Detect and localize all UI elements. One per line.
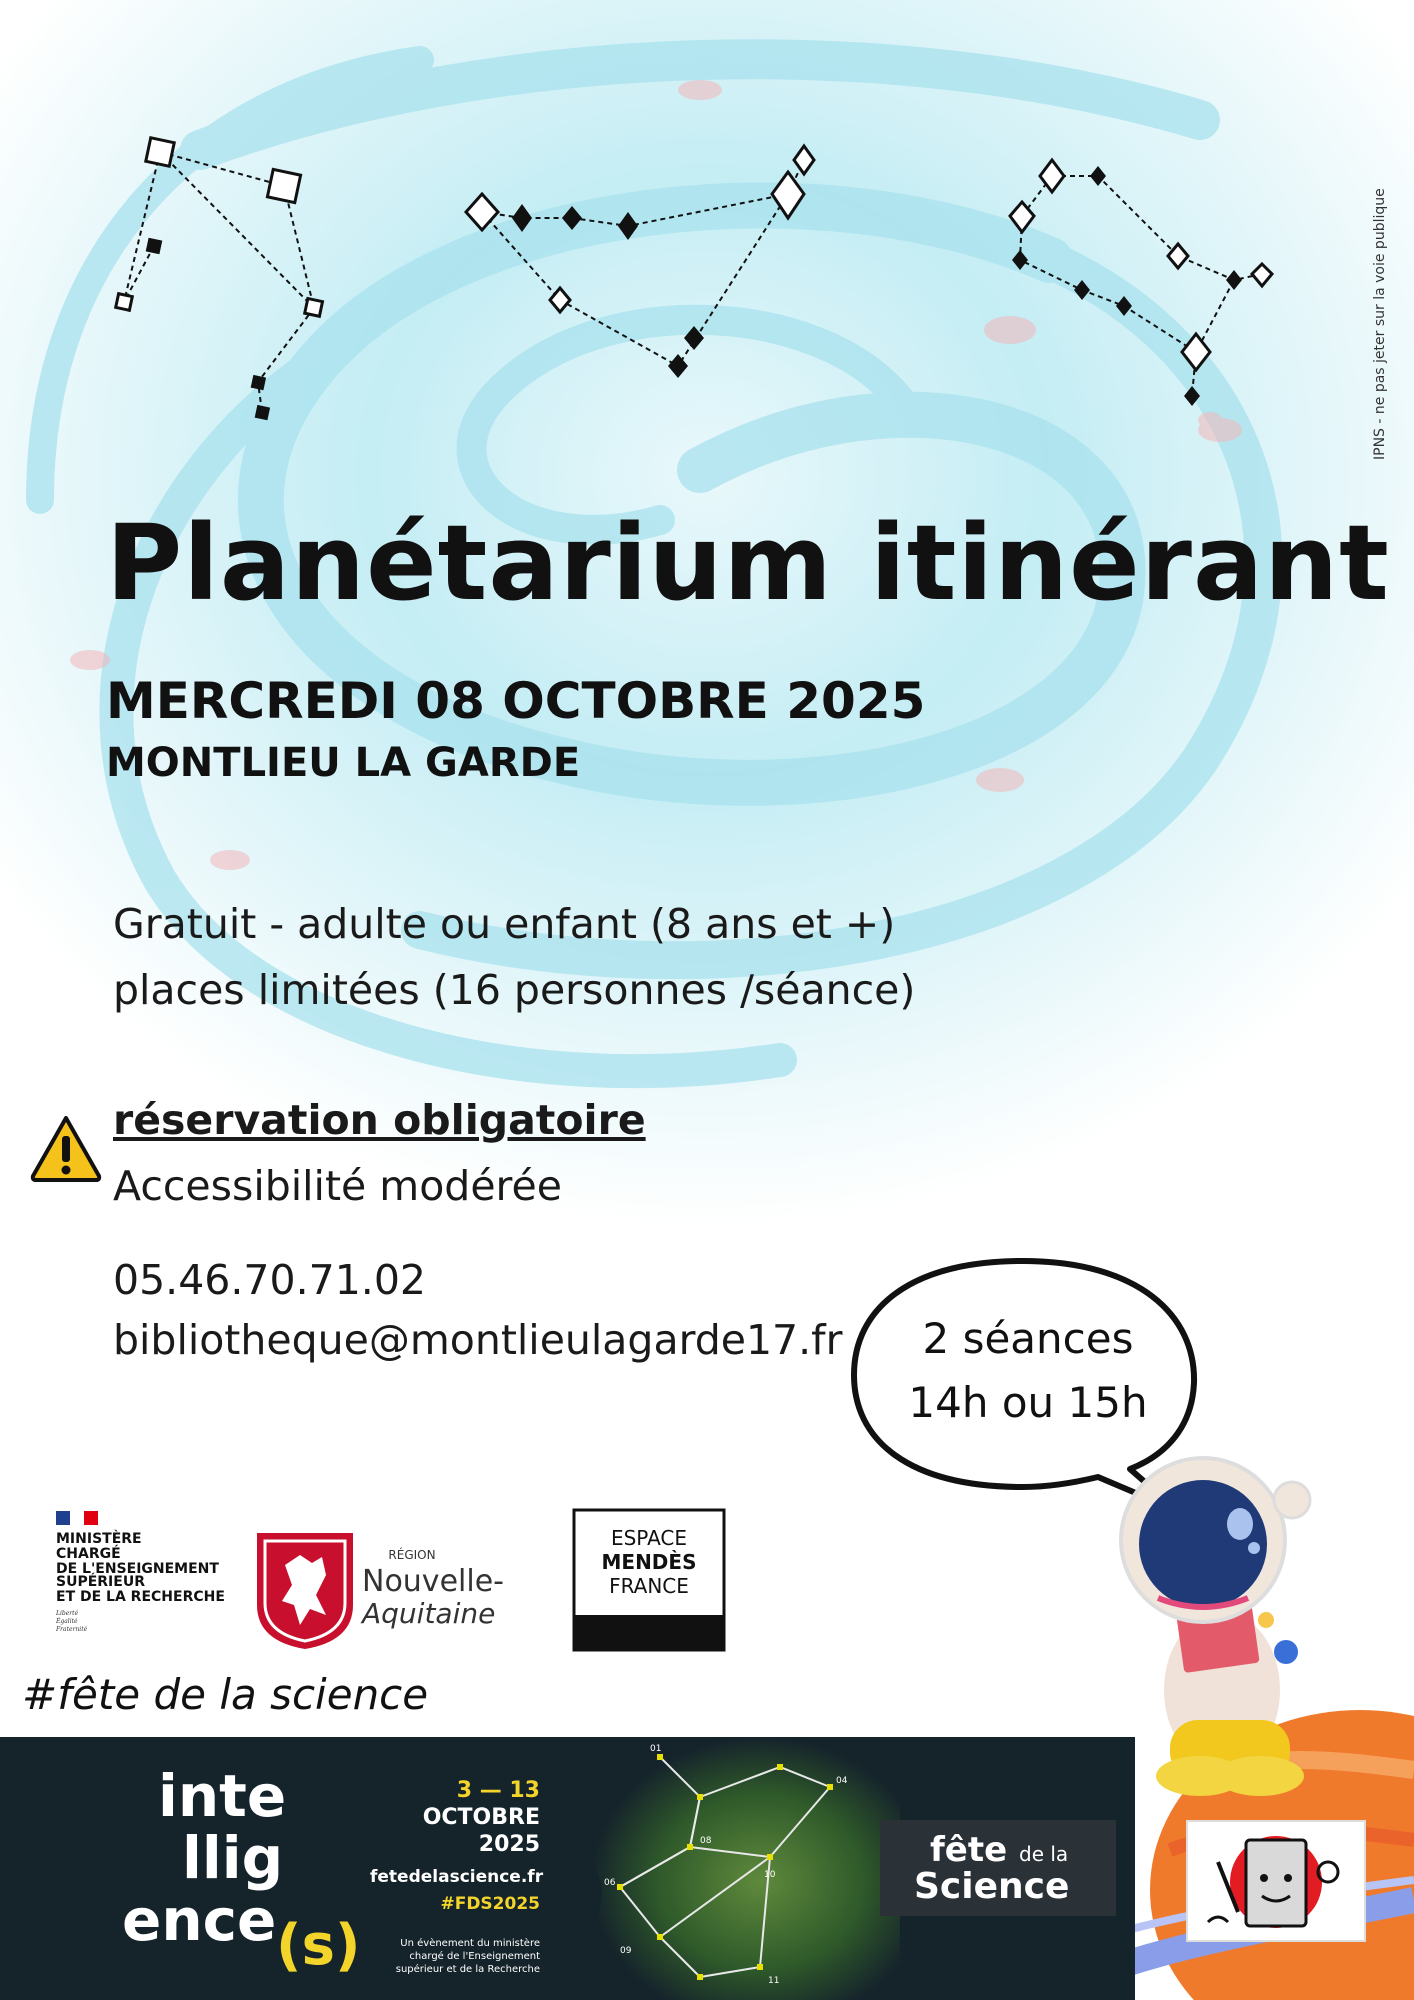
fete-de-la-science-logo: fête de la Science xyxy=(880,1820,1116,1916)
info-price-line: Gratuit - adulte ou enfant (8 ans et +) xyxy=(113,900,896,948)
fete-de-la-science-banner xyxy=(0,1737,1135,2000)
svg-text:ET DE LA RECHERCHE: ET DE LA RECHERCHE xyxy=(56,1589,225,1605)
svg-text:11: 11 xyxy=(768,1976,780,1986)
accessibility-note: Accessibilité modérée xyxy=(113,1162,562,1210)
svg-text:Aquitaine: Aquitaine xyxy=(362,1597,496,1630)
banner-word-1: inte xyxy=(158,1762,287,1830)
warning-icon xyxy=(30,1114,102,1182)
svg-text:MINISTÈRE: MINISTÈRE xyxy=(56,1531,142,1547)
contact-phone[interactable]: 05.46.70.71.02 xyxy=(113,1256,426,1304)
info-places-line: places limitées (16 personnes /séance) xyxy=(113,966,916,1014)
banner-tag: #FDS2025 xyxy=(440,1894,540,1914)
svg-text:Liberté: Liberté xyxy=(56,1610,79,1617)
svg-text:01: 01 xyxy=(650,1744,662,1754)
bubble-line-times: 14h ou 15h xyxy=(908,1378,1148,1427)
svg-text:Nouvelle-: Nouvelle- xyxy=(362,1564,504,1599)
banner-dates: 3 — 13 OCTOBRE 2025 fetedelascience.fr #FDS2025 xyxy=(370,1777,540,1918)
svg-text:08: 08 xyxy=(700,1836,712,1846)
svg-text:CHARGÉ: CHARGÉ xyxy=(56,1546,121,1562)
svg-text:06: 06 xyxy=(604,1878,616,1888)
svg-text:FRANCE: FRANCE xyxy=(609,1574,689,1598)
svg-text:04: 04 xyxy=(836,1776,848,1786)
event-location: MONTLIEU LA GARDE xyxy=(106,740,581,786)
event-date: MERCREDI 08 OCTOBRE 2025 xyxy=(106,672,926,730)
reservation-required: réservation obligatoire xyxy=(113,1096,646,1144)
region-logo xyxy=(257,1533,504,1649)
banner-ministry-note: Un évènement du ministère chargé de l'Enseignement supérieur et de la Recherche xyxy=(395,1938,540,1975)
emf-logo xyxy=(574,1510,724,1650)
svg-text:DE L'ENSEIGNEMENT: DE L'ENSEIGNEMENT xyxy=(56,1561,219,1577)
hashtag: #fête de la science xyxy=(22,1670,429,1719)
svg-text:09: 09 xyxy=(620,1946,632,1956)
partner-logos xyxy=(50,1505,750,1655)
side-note: IPNS - ne pas jeter sur la voie publique xyxy=(1372,188,1388,460)
svg-text:RÉGION: RÉGION xyxy=(388,1548,436,1562)
svg-text:SUPÉRIEUR: SUPÉRIEUR xyxy=(56,1574,145,1590)
svg-text:Égalité: Égalité xyxy=(56,1618,78,1625)
svg-text:ESPACE: ESPACE xyxy=(610,1526,688,1550)
library-logo xyxy=(1186,1820,1366,1942)
banner-word-2: llig xyxy=(182,1824,284,1892)
banner-word-s: (s) xyxy=(276,1913,361,1978)
ministry-logo xyxy=(56,1530,225,1605)
constellations-drawing xyxy=(0,0,1414,460)
bubble-line-sessions: 2 séances xyxy=(922,1314,1134,1363)
contact-email[interactable]: bibliotheque@montlieulagarde17.fr xyxy=(113,1316,843,1364)
svg-text:Fraternité: Fraternité xyxy=(56,1626,88,1633)
banner-word-3: ence xyxy=(122,1886,277,1954)
page-title: Planétarium itinérant xyxy=(106,502,1390,624)
svg-text:10: 10 xyxy=(764,1870,776,1880)
banner-site[interactable]: fetedelascience.fr xyxy=(370,1867,544,1887)
svg-text:MENDÈS: MENDÈS xyxy=(601,1550,697,1574)
